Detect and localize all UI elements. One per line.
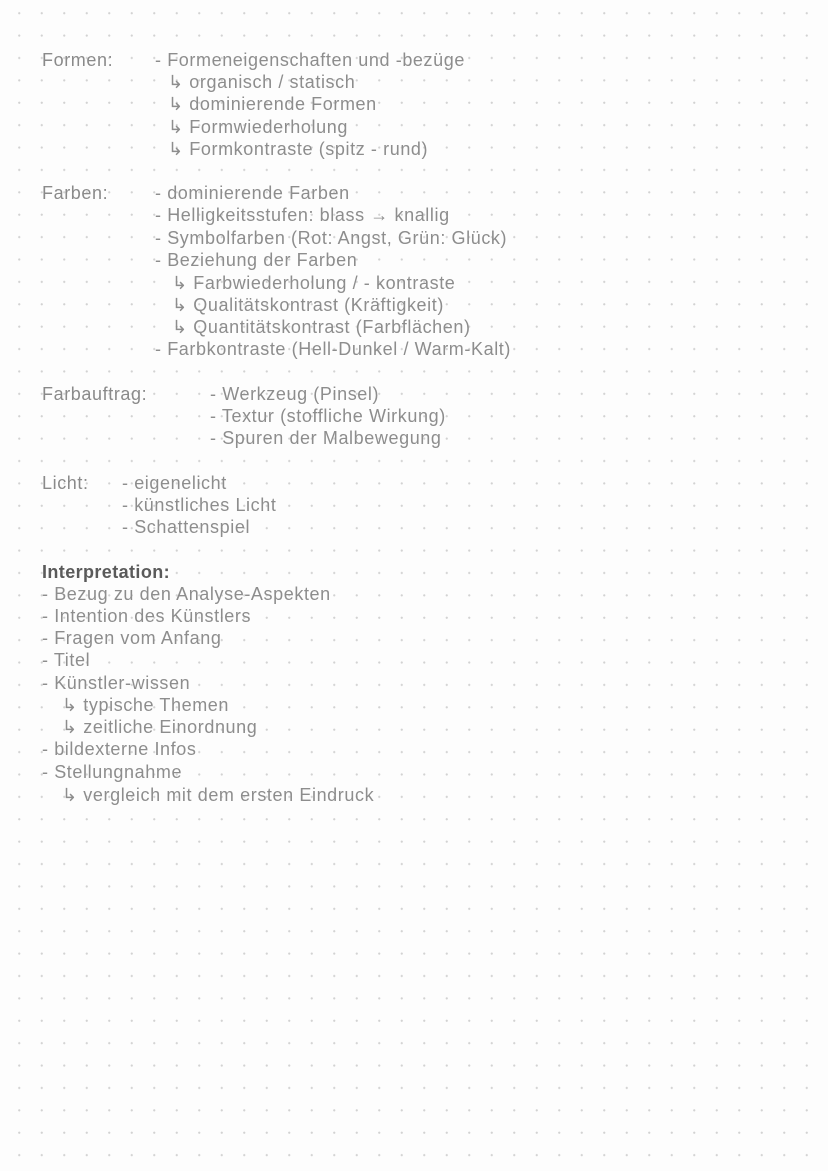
list-item: - Textur (stoffliche Wirkung) xyxy=(210,406,446,426)
list-subitem: ↳ dominierende Formen xyxy=(168,94,377,114)
section-label-licht: Licht: xyxy=(42,473,89,493)
list-subitem: ↳ organisch / statisch xyxy=(168,72,356,92)
list-subitem: ↳ Quantitätskontrast (Farbflächen) xyxy=(172,317,471,337)
list-item: - Farbkontraste (Hell-Dunkel / Warm-Kalt) xyxy=(155,339,511,359)
section-label-farbauftrag: Farbauftrag: xyxy=(42,384,148,404)
list-item: - Titel xyxy=(42,650,91,670)
list-subitem: ↳ Farbwiederholung / - kontraste xyxy=(172,273,456,293)
list-item: - Formeneigenschaften und -bezüge xyxy=(155,50,465,70)
list-item: - dominierende Farben xyxy=(155,183,350,203)
list-subitem: ↳ zeitliche Einordnung xyxy=(62,717,258,737)
list-item: - Spuren der Malbewegung xyxy=(210,428,442,448)
list-item: - Fragen vom Anfang xyxy=(42,628,222,648)
list-item: - Helligkeitsstufen: blass → knallig xyxy=(155,205,450,225)
list-item: - eigenelicht xyxy=(122,473,227,493)
list-item: - Bezug zu den Analyse-Aspekten xyxy=(42,584,331,604)
list-item: - Beziehung der Farben xyxy=(155,250,358,270)
list-item: - Schattenspiel xyxy=(122,517,251,537)
list-item: - Symbolfarben (Rot: Angst, Grün: Glück) xyxy=(155,228,508,248)
list-item: - künstliches Licht xyxy=(122,495,277,515)
list-subitem: ↳ typische Themen xyxy=(62,695,230,715)
list-item: - bildexterne Infos xyxy=(42,739,197,759)
list-subitem: ↳ Qualitätskontrast (Kräftigkeit) xyxy=(172,295,444,315)
list-item: - Werkzeug (Pinsel) xyxy=(210,384,380,404)
list-subitem: ↳ Formkontraste (spitz - rund) xyxy=(168,139,429,159)
list-item: - Stellungnahme xyxy=(42,762,183,782)
list-subitem: ↳ Formwiederholung xyxy=(168,117,348,137)
list-item: - Intention des Künstlers xyxy=(42,606,252,626)
section-label-farben: Farben: xyxy=(42,183,109,203)
section-label-formen: Formen: xyxy=(42,50,114,70)
section-heading-interpretation: Interpretation: xyxy=(42,562,171,582)
list-item: - Künstler-wissen xyxy=(42,673,191,693)
list-subitem: ↳ vergleich mit dem ersten Eindruck xyxy=(62,785,375,805)
